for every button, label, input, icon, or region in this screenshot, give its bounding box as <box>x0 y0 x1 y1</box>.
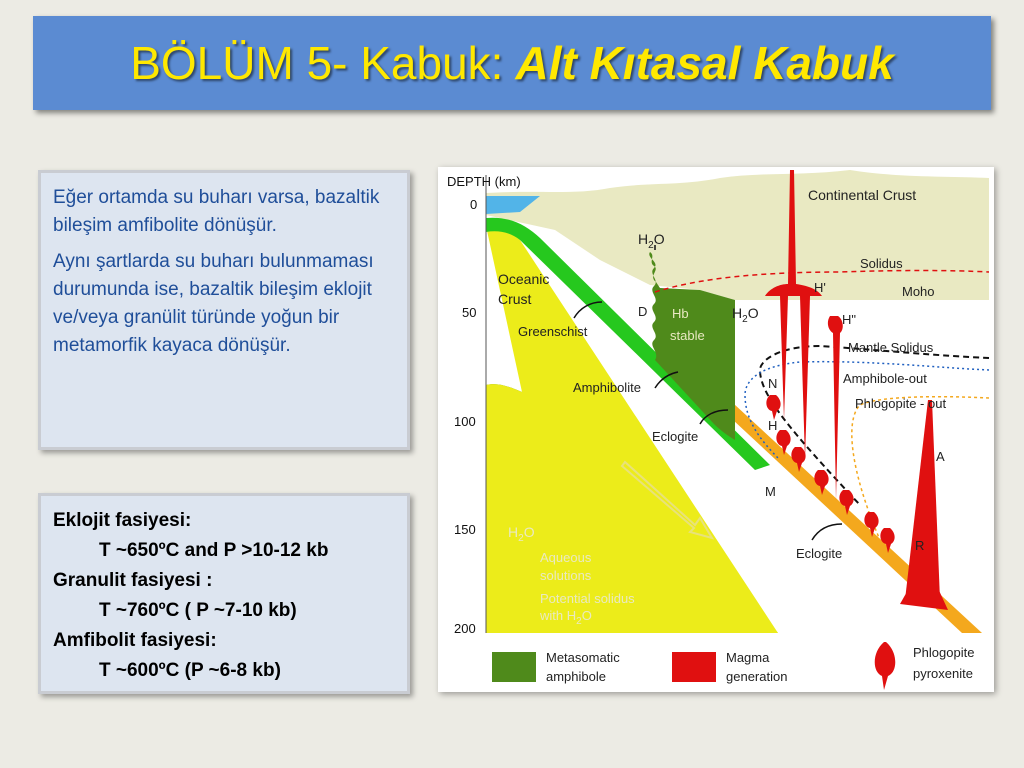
label-greenschist: Greenschist <box>518 324 588 339</box>
depth-tick-150: 150 <box>454 522 476 537</box>
label-eclogite-2: Eclogite <box>796 546 843 561</box>
facies-value-granulite: T ~760ºC ( P ~7-10 kb) <box>99 600 297 621</box>
label-mantle-solidus: Mantle Solidus <box>848 340 934 355</box>
label-d: D <box>638 304 648 319</box>
subduction-diagram <box>438 167 994 692</box>
depth-tick-50: 50 <box>462 305 477 320</box>
info-paragraph-1: Eğer ortamda su buharı varsa, bazaltik bileşim amfibolite dönüşür. <box>53 187 380 236</box>
facies-box <box>38 493 410 694</box>
label-oceanic: Oceanic <box>498 271 550 287</box>
label-continental-crust: Continental Crust <box>808 187 917 203</box>
slide-subtitle: Alt Kıtasal Kabuk <box>515 37 894 89</box>
label-solutions: solutions <box>540 568 592 583</box>
legend-metasomatic-label-1: Metasomatic <box>546 650 620 665</box>
label-eclogite-1: Eclogite <box>652 429 699 444</box>
label-hb: Hb <box>672 306 689 321</box>
legend-phlogopite-label-2: pyroxenite <box>913 666 973 681</box>
label-potential-solidus: Potential solidus <box>540 591 635 606</box>
label-solidus: Solidus <box>860 256 903 271</box>
label-h2o-mid: $H_2O$ <box>732 305 759 325</box>
slide-title: BÖLÜM 5- Kabuk: <box>130 37 504 89</box>
facies-name-eclogite: Eklojit fasiyesi: <box>53 510 192 531</box>
legend-phlogopite-label-1: Phlogopite <box>913 645 975 660</box>
label-amphibolite: Amphibolite <box>573 380 641 395</box>
subduction-diagram-svg <box>438 167 994 692</box>
label-h2o-bottom: $H_2O$ <box>508 524 535 544</box>
label-phlogopite-out: Phlogopite - out <box>855 396 947 411</box>
label-stable: stable <box>670 328 705 343</box>
legend-magma-label-2: generation <box>726 669 788 684</box>
label-h: H <box>768 418 778 433</box>
label-m: M <box>765 484 776 499</box>
legend-magma-swatch <box>672 652 716 682</box>
facies-name-granulite: Granulit fasiyesi : <box>53 570 213 591</box>
legend-magma-label-1: Magma <box>726 650 770 665</box>
label-amphibole-out: Amphibole-out <box>843 371 927 386</box>
info-text-box <box>38 170 410 450</box>
slide-title-bar <box>33 16 991 110</box>
label-aqueous: Aqueous <box>540 550 592 565</box>
label-with-h2o: with $H_2O$ <box>540 608 592 627</box>
label-h2o-top: $H_2O$ <box>638 231 665 251</box>
label-h-double-prime: H" <box>842 312 857 327</box>
label-h-prime: H' <box>814 280 826 295</box>
label-crust: Crust <box>498 291 532 307</box>
label-r: R <box>915 538 925 553</box>
depth-axis-label: DEPTH (km) <box>447 174 521 189</box>
label-moho: Moho <box>902 284 935 299</box>
label-n: N <box>768 376 778 391</box>
label-a: A <box>936 449 945 464</box>
depth-tick-200: 200 <box>454 621 476 636</box>
depth-tick-0: 0 <box>470 197 478 212</box>
legend-phlogopite-drop <box>875 642 896 690</box>
legend-metasomatic-label-2: amphibole <box>546 669 606 684</box>
facies-value-amphibolite: T ~600ºC (P ~6-8 kb) <box>99 660 281 681</box>
depth-tick-100: 100 <box>454 414 476 429</box>
legend-metasomatic-swatch <box>492 652 536 682</box>
info-paragraph-2: Aynı şartlarda su buharı bulunmaması durumunda ise, bazaltik bileşim eklojit ve/veya granülit türünde yoğun bir metamorfik kayaca dönüşür. <box>53 251 374 356</box>
facies-value-eclogite: T ~650ºC and P >10-12 kb <box>99 540 329 561</box>
facies-name-amphibolite: Amfibolit fasiyesi: <box>53 630 217 651</box>
